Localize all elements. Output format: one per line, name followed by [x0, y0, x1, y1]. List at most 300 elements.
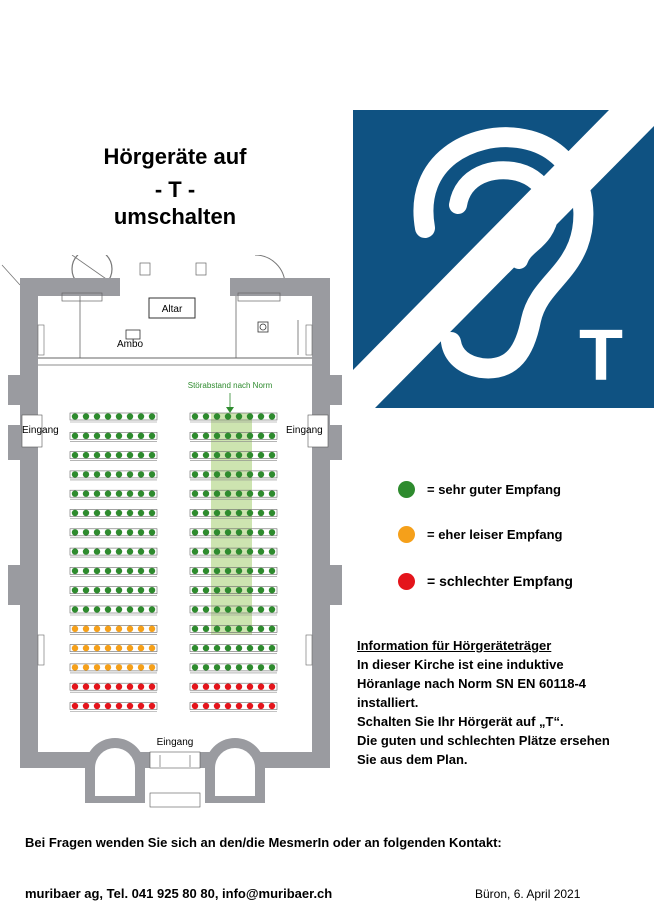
- seat-orange: [138, 626, 144, 632]
- seat-green: [116, 606, 122, 612]
- seat-green: [225, 413, 231, 419]
- seat-orange: [72, 664, 78, 670]
- seat-green: [225, 452, 231, 458]
- pew-row-left: [70, 548, 157, 557]
- seat-green: [83, 510, 89, 516]
- seat-orange: [83, 626, 89, 632]
- seat-green: [269, 548, 275, 554]
- seat-green: [203, 606, 209, 612]
- seat-red: [105, 684, 111, 690]
- title-line-1: Hörgeräte auf: [103, 144, 247, 169]
- seat-red: [225, 703, 231, 709]
- seat-green: [83, 529, 89, 535]
- seat-green: [83, 413, 89, 419]
- seat-green: [127, 548, 133, 554]
- seat-red: [127, 703, 133, 709]
- seat-green: [247, 510, 253, 516]
- seat-green: [83, 548, 89, 554]
- seat-green: [83, 606, 89, 612]
- seat-green: [94, 510, 100, 516]
- info-line: In dieser Kirche ist eine induktive: [357, 657, 564, 672]
- seat-green: [225, 664, 231, 670]
- seat-green: [269, 626, 275, 632]
- seat-orange: [83, 645, 89, 651]
- seat-red: [269, 684, 275, 690]
- seat-green: [138, 529, 144, 535]
- seat-green: [192, 433, 198, 439]
- seat-green: [94, 568, 100, 574]
- seat-green: [236, 471, 242, 477]
- seat-green: [116, 471, 122, 477]
- seat-green: [192, 664, 198, 670]
- legend-label-good: = sehr guter Empfang: [427, 481, 561, 497]
- seat-green: [105, 452, 111, 458]
- seat-orange: [94, 626, 100, 632]
- seat-green: [149, 606, 155, 612]
- seat-orange: [116, 645, 122, 651]
- seat-green: [105, 587, 111, 593]
- seat-green: [192, 413, 198, 419]
- footer-questions: Bei Fragen wenden Sie sich an den/die MesmerIn oder an folgenden Kontakt:: [25, 835, 502, 850]
- seat-green: [269, 413, 275, 419]
- seat-green: [72, 587, 78, 593]
- seat-green: [247, 529, 253, 535]
- church-floor-plan: [0, 255, 350, 815]
- seat-green: [116, 413, 122, 419]
- seat-red: [116, 684, 122, 690]
- seat-red: [258, 684, 264, 690]
- seat-green: [127, 413, 133, 419]
- seat-green: [214, 452, 220, 458]
- seat-green: [225, 471, 231, 477]
- seat-green: [214, 491, 220, 497]
- seat-green: [72, 452, 78, 458]
- seat-green: [105, 413, 111, 419]
- seat-red: [247, 703, 253, 709]
- seat-green: [192, 452, 198, 458]
- seat-orange: [116, 626, 122, 632]
- seat-green: [258, 568, 264, 574]
- seat-green: [72, 568, 78, 574]
- seat-green: [138, 433, 144, 439]
- hearing-loop-sign: [353, 110, 654, 408]
- seat-green: [94, 529, 100, 535]
- seat-green: [225, 568, 231, 574]
- seat-green: [203, 548, 209, 554]
- seat-orange: [127, 664, 133, 670]
- legend-label-bad: = schlechter Empfang: [427, 573, 573, 589]
- seat-green: [105, 510, 111, 516]
- seat-green: [214, 471, 220, 477]
- pew-row-left: [70, 432, 157, 441]
- seat-green: [269, 529, 275, 535]
- seat-green: [105, 548, 111, 554]
- seat-green: [203, 471, 209, 477]
- seat-green: [192, 510, 198, 516]
- seat-green: [258, 626, 264, 632]
- seat-green: [236, 491, 242, 497]
- seat-red: [203, 703, 209, 709]
- seat-green: [225, 529, 231, 535]
- seat-green: [214, 645, 220, 651]
- entrance-right-label: Eingang: [286, 425, 323, 436]
- seat-green: [116, 452, 122, 458]
- seat-green: [236, 587, 242, 593]
- seat-green: [225, 510, 231, 516]
- seat-red: [203, 684, 209, 690]
- ambo-label: Ambo: [116, 339, 144, 350]
- seat-green: [127, 529, 133, 535]
- seat-green: [127, 433, 133, 439]
- seat-green: [236, 529, 242, 535]
- seat-green: [138, 452, 144, 458]
- seat-green: [116, 548, 122, 554]
- seat-green: [83, 587, 89, 593]
- seat-green: [214, 587, 220, 593]
- seat-green: [72, 433, 78, 439]
- seat-green: [236, 568, 242, 574]
- seat-green: [236, 433, 242, 439]
- seat-green: [203, 645, 209, 651]
- legend-item-good: [398, 479, 561, 499]
- seat-green: [203, 568, 209, 574]
- seat-red: [192, 684, 198, 690]
- seat-green: [236, 452, 242, 458]
- seat-green: [138, 491, 144, 497]
- seat-red: [138, 703, 144, 709]
- pew-row-left: [70, 529, 157, 538]
- seat-red: [83, 684, 89, 690]
- footer-contact: muribaer ag, Tel. 041 925 80 80, info@muribaer.ch: [25, 886, 333, 901]
- seat-green: [127, 471, 133, 477]
- seat-green: [105, 606, 111, 612]
- seat-green: [258, 529, 264, 535]
- seat-red: [116, 703, 122, 709]
- pew-row-left: [70, 703, 157, 712]
- seat-green: [149, 568, 155, 574]
- seat-green: [116, 587, 122, 593]
- seat-green: [83, 471, 89, 477]
- seat-red: [138, 684, 144, 690]
- seat-green: [116, 510, 122, 516]
- entrance-left-label: Eingang: [22, 425, 59, 436]
- pew-row-left: [70, 587, 157, 596]
- pew-row-left: [70, 625, 157, 634]
- seat-red: [72, 684, 78, 690]
- seat-green: [94, 587, 100, 593]
- seat-green: [72, 529, 78, 535]
- seat-green: [258, 471, 264, 477]
- seat-orange: [149, 664, 155, 670]
- seat-red: [127, 684, 133, 690]
- seat-green: [214, 548, 220, 554]
- seat-green: [192, 606, 198, 612]
- legend-item-quiet: [398, 524, 562, 544]
- norm-zone: [211, 413, 252, 635]
- sign-letter-t: T: [579, 316, 623, 396]
- seat-green: [105, 491, 111, 497]
- seat-orange: [127, 645, 133, 651]
- pew-row-right: [190, 664, 277, 673]
- seat-green: [94, 433, 100, 439]
- entrance-bottom-label: Eingang: [156, 737, 194, 748]
- seat-green: [94, 413, 100, 419]
- seat-green: [247, 491, 253, 497]
- info-line: Die guten und schlechten Plätze ersehen: [357, 733, 610, 748]
- seat-green: [127, 587, 133, 593]
- seat-green: [225, 626, 231, 632]
- seat-green: [236, 645, 242, 651]
- seat-orange: [127, 626, 133, 632]
- seat-green: [258, 491, 264, 497]
- pew-row-left: [70, 606, 157, 615]
- seat-green: [225, 433, 231, 439]
- seat-green: [116, 568, 122, 574]
- seat-green: [236, 664, 242, 670]
- seat-green: [192, 645, 198, 651]
- seat-green: [105, 433, 111, 439]
- seat-red: [149, 684, 155, 690]
- seat-green: [214, 626, 220, 632]
- seat-green: [94, 606, 100, 612]
- seat-green: [269, 587, 275, 593]
- seat-green: [269, 491, 275, 497]
- seat-green: [127, 452, 133, 458]
- seat-red: [247, 684, 253, 690]
- seat-green: [149, 491, 155, 497]
- seat-red: [236, 703, 242, 709]
- info-line: Schalten Sie Ihr Hörgerät auf „T“.: [357, 714, 564, 729]
- seat-green: [269, 471, 275, 477]
- seat-green: [269, 568, 275, 574]
- seat-green: [138, 471, 144, 477]
- title-line-3: umschalten: [113, 204, 237, 229]
- legend-dot-green: [398, 481, 415, 498]
- seat-green: [149, 548, 155, 554]
- seat-green: [138, 548, 144, 554]
- seat-green: [116, 433, 122, 439]
- seat-red: [72, 703, 78, 709]
- seat-green: [247, 645, 253, 651]
- pew-row-left: [70, 645, 157, 654]
- seat-orange: [116, 664, 122, 670]
- seat-green: [94, 452, 100, 458]
- legend-dot-red: [398, 573, 415, 590]
- pew-row-left: [70, 664, 157, 673]
- seat-green: [94, 471, 100, 477]
- seat-green: [247, 568, 253, 574]
- seat-green: [192, 548, 198, 554]
- seat-orange: [105, 664, 111, 670]
- info-heading: Information für Hörgeräteträger: [357, 638, 552, 653]
- seat-red: [258, 703, 264, 709]
- seat-green: [225, 645, 231, 651]
- seat-orange: [94, 645, 100, 651]
- seat-orange: [138, 645, 144, 651]
- seat-orange: [138, 664, 144, 670]
- seat-green: [127, 568, 133, 574]
- seat-green: [203, 413, 209, 419]
- seat-green: [225, 548, 231, 554]
- seat-green: [138, 568, 144, 574]
- seat-orange: [149, 645, 155, 651]
- seat-green: [247, 587, 253, 593]
- seat-green: [269, 510, 275, 516]
- seat-red: [214, 684, 220, 690]
- info-line: Sie aus dem Plan.: [357, 752, 468, 767]
- seat-green: [105, 568, 111, 574]
- seat-green: [247, 606, 253, 612]
- seat-green: [149, 529, 155, 535]
- seat-green: [105, 471, 111, 477]
- seat-green: [269, 452, 275, 458]
- seat-green: [269, 606, 275, 612]
- info-line: installiert.: [357, 695, 419, 710]
- seat-green: [203, 587, 209, 593]
- seat-green: [192, 587, 198, 593]
- seat-green: [149, 452, 155, 458]
- seat-green: [236, 626, 242, 632]
- seat-red: [94, 684, 100, 690]
- seat-red: [225, 684, 231, 690]
- seat-green: [225, 587, 231, 593]
- seat-green: [83, 433, 89, 439]
- info-block: [357, 636, 657, 769]
- info-line: Höranlage nach Norm SN EN 60118-4: [357, 676, 587, 691]
- seat-green: [116, 529, 122, 535]
- seat-green: [214, 568, 220, 574]
- seat-green: [203, 664, 209, 670]
- seat-green: [258, 510, 264, 516]
- seat-green: [83, 568, 89, 574]
- seat-green: [72, 413, 78, 419]
- seat-orange: [72, 626, 78, 632]
- pew-row-left: [70, 452, 157, 461]
- seat-green: [236, 510, 242, 516]
- seat-green: [247, 626, 253, 632]
- seat-green: [94, 491, 100, 497]
- seat-red: [192, 703, 198, 709]
- pew-row-left: [70, 567, 157, 576]
- seat-green: [94, 548, 100, 554]
- seat-green: [83, 491, 89, 497]
- seat-green: [203, 529, 209, 535]
- seat-green: [269, 645, 275, 651]
- seat-green: [247, 452, 253, 458]
- seat-green: [214, 664, 220, 670]
- seat-green: [258, 452, 264, 458]
- seat-green: [192, 626, 198, 632]
- hearing-loop-ear-icon: [353, 110, 654, 408]
- seat-red: [83, 703, 89, 709]
- seat-green: [138, 413, 144, 419]
- seat-orange: [105, 645, 111, 651]
- seat-green: [127, 491, 133, 497]
- seat-green: [258, 664, 264, 670]
- seat-green: [247, 548, 253, 554]
- title-line-2: - T -: [154, 177, 196, 202]
- seat-green: [236, 413, 242, 419]
- seat-green: [149, 413, 155, 419]
- seat-red: [149, 703, 155, 709]
- seat-green: [247, 413, 253, 419]
- seat-red: [214, 703, 220, 709]
- legend-dot-orange: [398, 526, 415, 543]
- seat-green: [214, 529, 220, 535]
- seat-red: [236, 684, 242, 690]
- seat-green: [203, 510, 209, 516]
- pew-row-right: [190, 683, 277, 692]
- seat-green: [127, 510, 133, 516]
- seat-orange: [83, 664, 89, 670]
- seat-green: [225, 491, 231, 497]
- seat-green: [203, 433, 209, 439]
- seat-green: [258, 413, 264, 419]
- seat-green: [149, 587, 155, 593]
- seat-green: [192, 491, 198, 497]
- pew-row-left: [70, 471, 157, 480]
- seat-green: [72, 606, 78, 612]
- seat-green: [269, 433, 275, 439]
- seat-green: [203, 452, 209, 458]
- seat-green: [138, 587, 144, 593]
- seat-green: [258, 606, 264, 612]
- seat-green: [214, 510, 220, 516]
- seat-orange: [94, 664, 100, 670]
- seat-green: [149, 510, 155, 516]
- seat-green: [72, 491, 78, 497]
- seat-green: [258, 433, 264, 439]
- seat-red: [105, 703, 111, 709]
- seat-green: [83, 452, 89, 458]
- seat-green: [214, 433, 220, 439]
- footer-date: Büron, 6. April 2021: [475, 887, 581, 901]
- pew-row-left: [70, 490, 157, 499]
- pew-row-left: [70, 510, 157, 519]
- seat-green: [225, 606, 231, 612]
- seat-green: [138, 606, 144, 612]
- seat-green: [127, 606, 133, 612]
- pew-row-right: [190, 645, 277, 654]
- seat-orange: [149, 626, 155, 632]
- pew-row-left: [70, 683, 157, 692]
- seat-green: [247, 664, 253, 670]
- seat-green: [247, 471, 253, 477]
- seat-green: [236, 606, 242, 612]
- seat-orange: [72, 645, 78, 651]
- seat-green: [72, 548, 78, 554]
- seat-green: [203, 491, 209, 497]
- seat-green: [138, 510, 144, 516]
- seat-green: [192, 471, 198, 477]
- seat-green: [192, 529, 198, 535]
- seat-green: [258, 548, 264, 554]
- legend-item-bad: [398, 571, 573, 591]
- seat-green: [149, 471, 155, 477]
- seat-orange: [105, 626, 111, 632]
- seat-green: [258, 645, 264, 651]
- legend-label-quiet: = eher leiser Empfang: [427, 526, 563, 542]
- pew-row-right: [190, 703, 277, 712]
- seat-green: [192, 568, 198, 574]
- seat-green: [116, 491, 122, 497]
- norm-zone-label: Störabstand nach Norm: [187, 381, 273, 390]
- seat-green: [214, 606, 220, 612]
- seat-green: [247, 433, 253, 439]
- seat-green: [269, 664, 275, 670]
- altar-label: Altar: [161, 304, 183, 315]
- seat-red: [94, 703, 100, 709]
